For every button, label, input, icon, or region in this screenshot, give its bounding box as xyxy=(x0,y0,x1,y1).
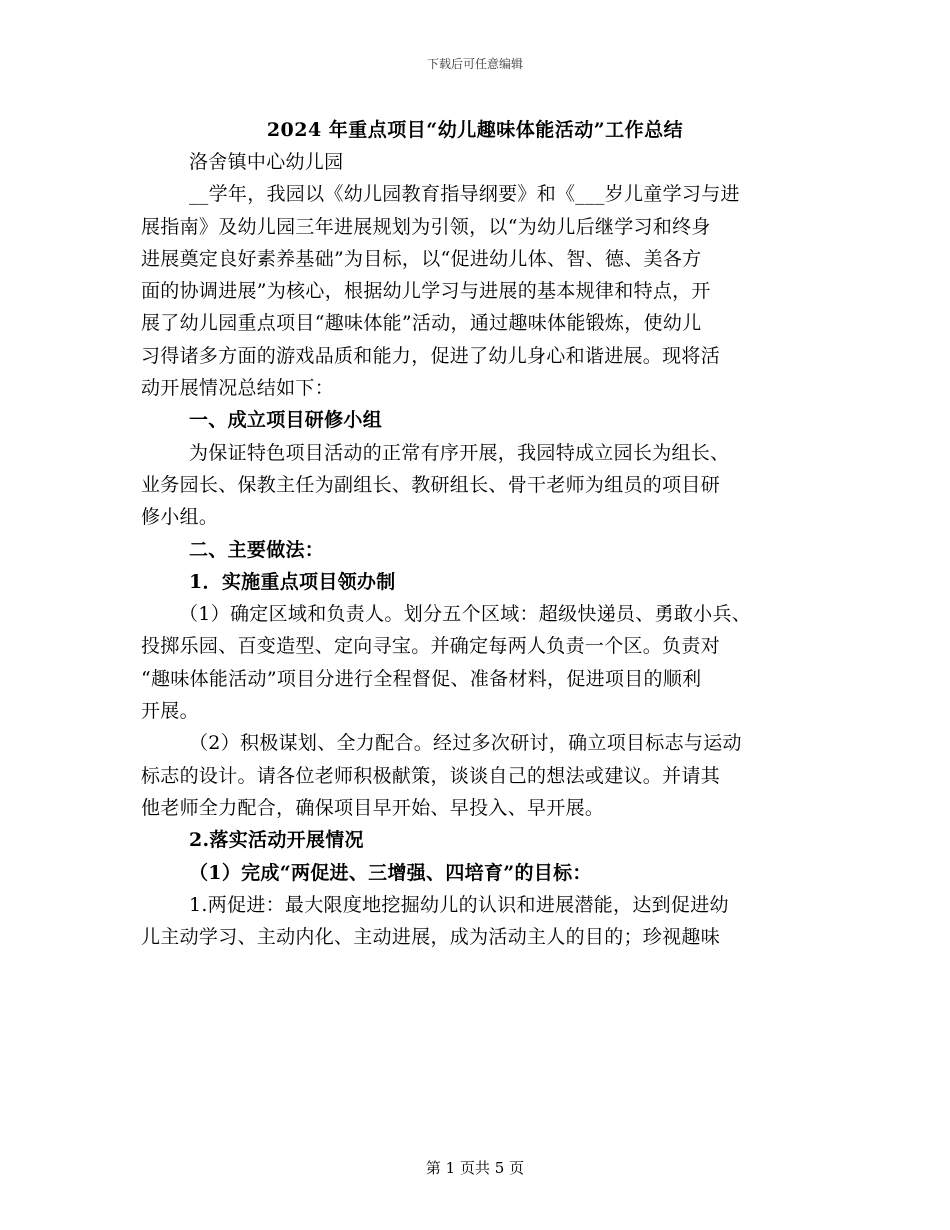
paragraph-line: __学年，我园以《幼儿园教育指导纲要》和《___岁儿童学习与进 xyxy=(189,183,740,206)
paragraph-line: （1）确定区域和负责人。划分五个区域：超级快递员、勇敢小兵、 xyxy=(179,603,752,626)
subsection-heading: 1．实施重点项目领办制 xyxy=(189,570,396,593)
paragraph-line: 面的协调进展”为核心，根据幼儿学习与进展的基本规律和特点，开 xyxy=(141,280,711,303)
paragraph-line: 展指南》及幼儿园三年进展规划为引领，以“为幼儿后继学习和终身 xyxy=(141,215,711,238)
paragraph-line: 习得诸多方面的游戏品质和能力，促进了幼儿身心和谐进展。现将活 xyxy=(141,344,721,367)
page-footer: 第 1 页共 5 页 xyxy=(425,1159,525,1177)
paragraph-line: 开展。 xyxy=(141,700,199,723)
paragraph-line: 进展奠定良好素养基础”为目标，以“促进幼儿体、智、德、美各方 xyxy=(141,247,702,270)
section-heading: 一、成立项目研修小组 xyxy=(189,409,383,432)
paragraph-line: 动开展情况总结如下： xyxy=(141,377,335,400)
paragraph-line: 投掷乐园、百变造型、定向寻宝。并确定每两人负责一个区。负责对 xyxy=(141,635,721,658)
paragraph-line: 他老师全力配合，确保项目早开始、早投入、早开展。 xyxy=(141,796,605,819)
paragraph-line: 儿主动学习、主动内化、主动进展，成为活动主人的目的；珍视趣味 xyxy=(141,926,721,949)
paragraph-line: 标志的设计。请各位老师积极献策，谈谈自己的想法或建议。并请其 xyxy=(141,764,721,787)
document-title: 2024 年重点项目“幼儿趣味体能活动”工作总结 xyxy=(266,119,684,141)
paragraph-line: 为保证特色项目活动的正常有序开展，我园特成立园长为组长、 xyxy=(189,441,730,464)
paragraph-line: 展了幼儿园重点项目“趣味体能”活动，通过趣味体能锻炼，使幼儿 xyxy=(141,312,702,335)
paragraph-line: （2）积极谋划、全力配合。经过多次研讨，确立项目标志与运动 xyxy=(189,732,742,755)
author-line: 洛舍镇中心幼儿园 xyxy=(189,151,344,173)
subsection-heading: 2.落实活动开展情况 xyxy=(189,829,364,852)
paragraph-line: 业务园长、保教主任为副组长、教研组长、骨干老师为组员的项目研 xyxy=(141,473,721,496)
section-heading: 二、主要做法： xyxy=(189,538,325,561)
header-note: 下载后可任意编辑 xyxy=(426,57,523,71)
paragraph-line: “趣味体能活动”项目分进行全程督促、准备材料，促进项目的顺利 xyxy=(141,667,702,690)
paragraph-line: 1.两促进：最大限度地挖掘幼儿的认识和进展潜能，达到促进幼 xyxy=(189,893,729,916)
goal-heading: （1）完成“两促进、三增强、四培育”的目标： xyxy=(189,861,592,884)
paragraph-line: 修小组。 xyxy=(141,506,219,529)
document-body xyxy=(141,146,811,953)
